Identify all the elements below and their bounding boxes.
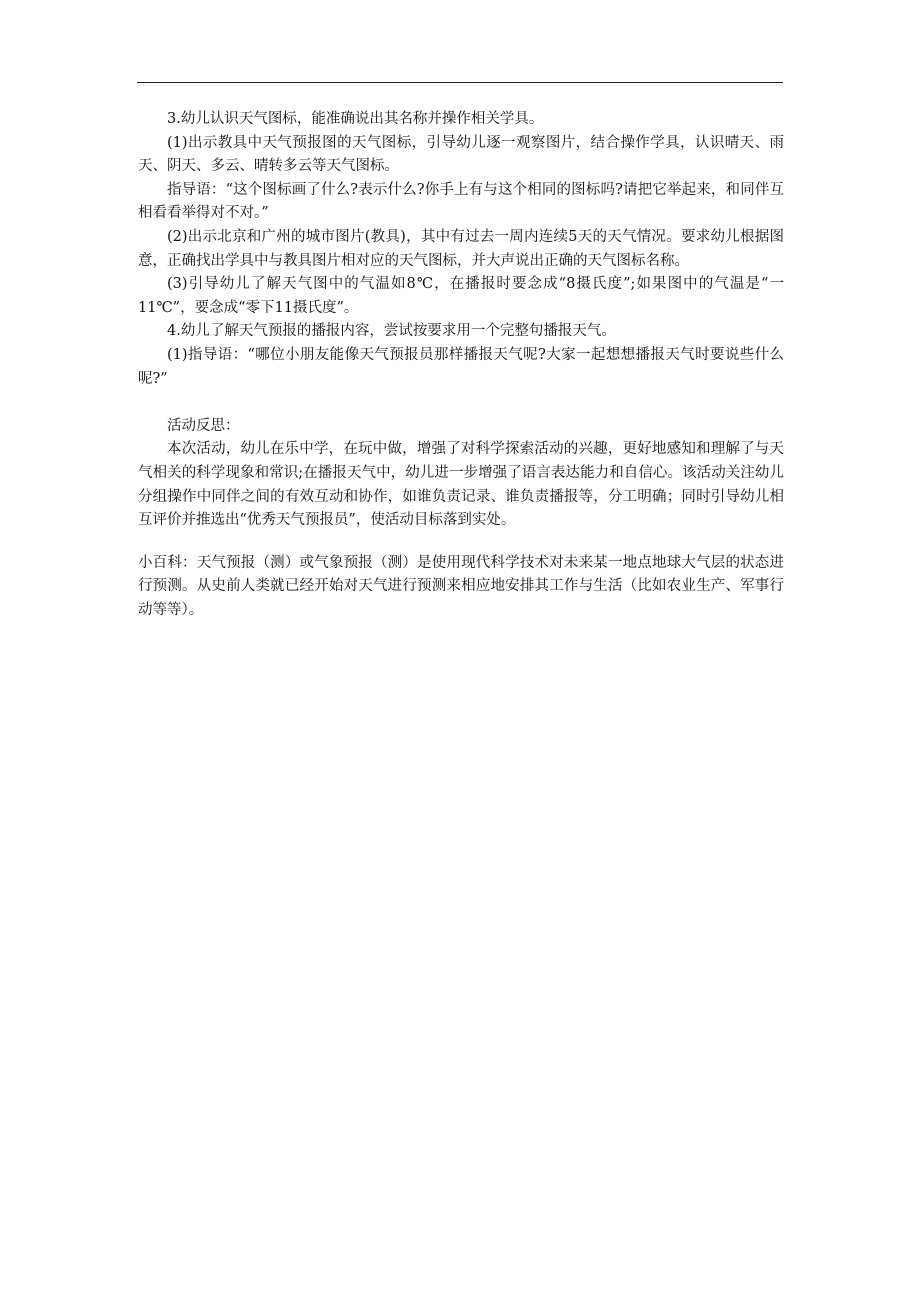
encyclopedia-note: 小百科：天气预报（测）或气象预报（测）是使用现代科学技术对未来某一地点地球大气层的状态进行预测。从史前人类就已经开始对天气进行预测来相应地安排其工作与生活（比如农业生产、军事行动等等）。 — [138, 554, 784, 618]
step-3-heading: 3.幼儿认识天气图标，能准确说出其名称并操作相关学具。 — [167, 111, 544, 127]
spacer — [138, 533, 784, 552]
document-body — [138, 108, 784, 622]
step-4-item-1: (1)指导语：“哪位小朋友能像天气预报员那样播报天气呢?大家一起想想播报天气时要说些什么呢?” — [138, 346, 784, 387]
reflection-text: 本次活动，幼儿在乐中学，在玩中做，增强了对科学探索活动的兴趣，更好地感知和理解了与天气相关的科学现象和常识;在播报天气中，幼儿进一步增强了语言表达能力和自信心。该活动关注幼儿分组操作中同伴之间的有效互动和协作，如谁负责记录、谁负责播报等，分工明确；同时引导幼儿相互评价并推选出“优秀天气预报员”，使活动目标落到实处。 — [138, 441, 784, 529]
step-3-item-3: (3)引导幼儿了解天气图中的气温如8℃，在播报时要念成“8摄氏度”;如果图中的气温是“一11℃”，要念成“零下11摄氏度”。 — [138, 276, 784, 316]
step-3-item-2: (2)出示北京和广州的城市图片(教具)，其中有过去一周内连续5天的天气情况。要求幼儿根据图意，正确找出学具中与教具图片相对应的天气图标，并大声说出正确的天气图标名称。 — [138, 228, 784, 269]
spacer — [138, 391, 784, 415]
step-3-guidance: 指导语：“这个图标画了什么?表示什么?你手上有与这个相同的图标吗?请把它举起来，和同伴互相看看举得对不对。” — [138, 181, 784, 222]
step-3-item-1: (1)出示教具中天气预报图的天气图标，引导幼儿逐一观察图片，结合操作学具，认识晴天、雨天、阴天、多云、晴转多云等天气图标。 — [138, 134, 784, 175]
reflection-heading: 活动反思： — [167, 417, 240, 434]
step-4-heading: 4.幼儿了解天气预报的播报内容，尝试按要求用一个完整句播报天气。 — [167, 323, 616, 340]
header-rule — [137, 82, 783, 83]
